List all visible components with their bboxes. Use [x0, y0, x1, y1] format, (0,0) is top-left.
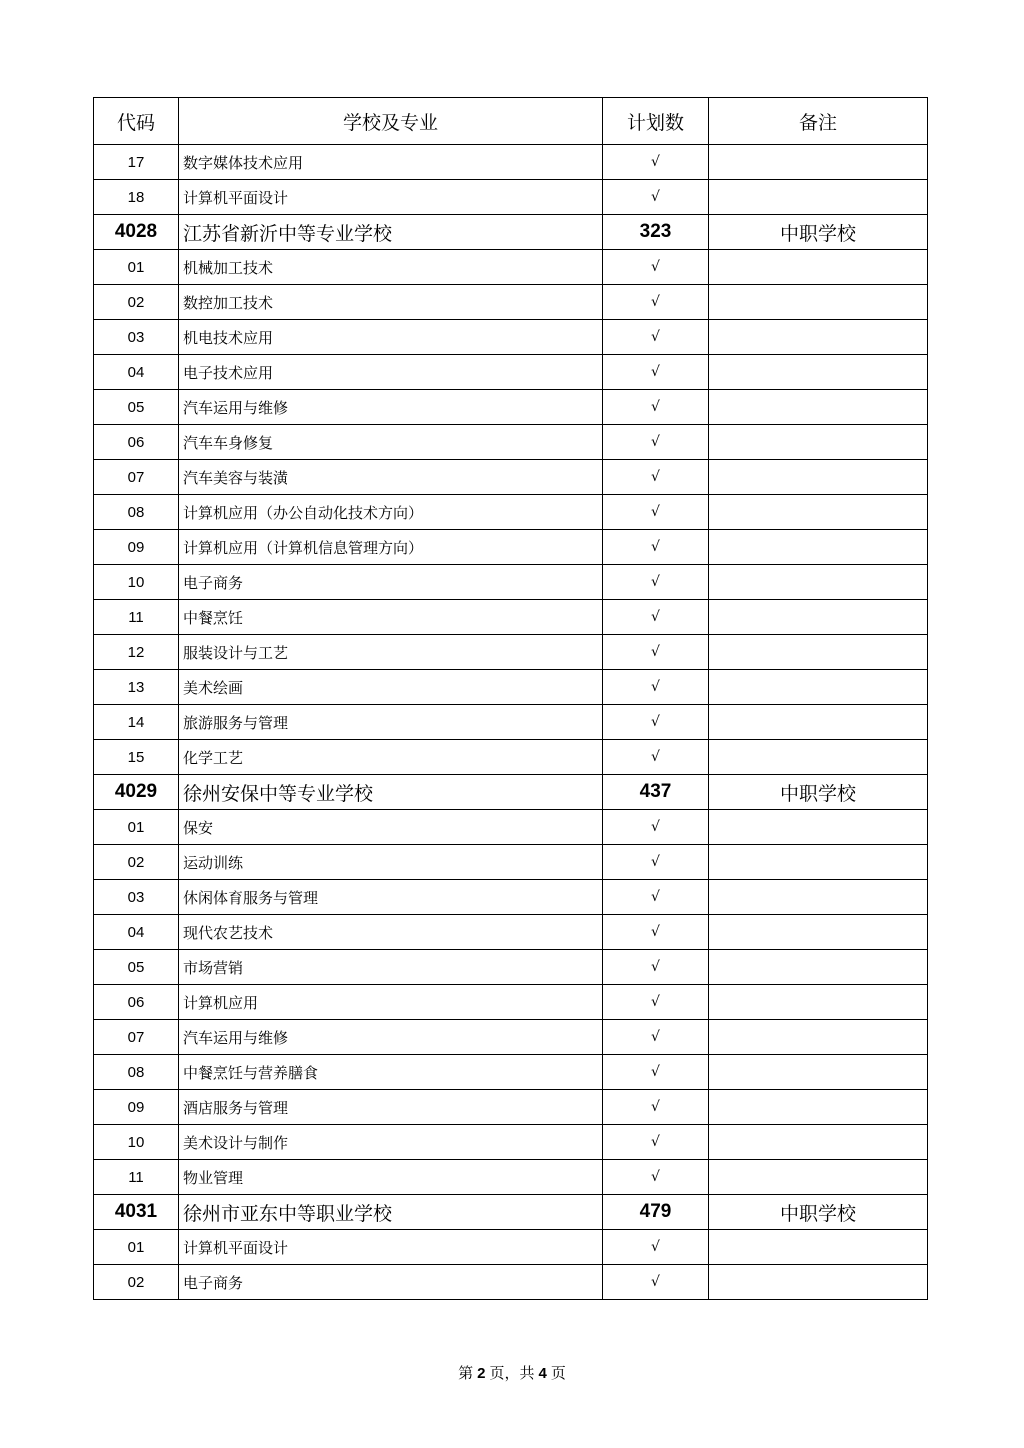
- major-row: [94, 740, 928, 775]
- plan-cell: 479: [603, 1195, 709, 1230]
- major-row: [94, 880, 928, 915]
- plan-cell: √: [603, 1230, 709, 1265]
- page-footer: [0, 1362, 1024, 1383]
- plan-cell: √: [603, 600, 709, 635]
- code-cell: 09: [94, 530, 179, 565]
- name-cell: 休闲体育服务与管理: [179, 880, 603, 915]
- note-cell: 中职学校: [709, 1195, 928, 1230]
- plan-cell: √: [603, 390, 709, 425]
- name-cell: 汽车车身修复: [179, 425, 603, 460]
- header-note: 备注: [709, 98, 928, 145]
- major-row: [94, 985, 928, 1020]
- code-cell: 02: [94, 285, 179, 320]
- note-cell: 中职学校: [709, 775, 928, 810]
- plan-cell: √: [603, 355, 709, 390]
- name-cell: 旅游服务与管理: [179, 705, 603, 740]
- code-cell: 12: [94, 635, 179, 670]
- note-cell: [709, 530, 928, 565]
- plan-cell: √: [603, 145, 709, 180]
- plan-cell: √: [603, 320, 709, 355]
- major-row: [94, 600, 928, 635]
- school-row: [94, 1195, 928, 1230]
- name-cell: 计算机应用（办公自动化技术方向）: [179, 495, 603, 530]
- name-cell: 汽车运用与维修: [179, 1020, 603, 1055]
- name-cell: 化学工艺: [179, 740, 603, 775]
- code-cell: 4031: [94, 1195, 179, 1230]
- plan-cell: 437: [603, 775, 709, 810]
- footer-total-pages: 4: [538, 1365, 547, 1382]
- major-row: [94, 425, 928, 460]
- major-row: [94, 530, 928, 565]
- major-row: [94, 460, 928, 495]
- footer-prefix: 第: [458, 1364, 474, 1382]
- note-cell: [709, 740, 928, 775]
- code-cell: 14: [94, 705, 179, 740]
- name-cell: 保安: [179, 810, 603, 845]
- plan-cell: √: [603, 740, 709, 775]
- major-row: [94, 1160, 928, 1195]
- major-row: [94, 565, 928, 600]
- note-cell: [709, 390, 928, 425]
- name-cell: 数字媒体技术应用: [179, 145, 603, 180]
- plan-cell: √: [603, 565, 709, 600]
- name-cell: 电子技术应用: [179, 355, 603, 390]
- major-row: [94, 1090, 928, 1125]
- note-cell: [709, 880, 928, 915]
- major-row: [94, 390, 928, 425]
- name-cell: 计算机平面设计: [179, 180, 603, 215]
- name-cell: 市场营销: [179, 950, 603, 985]
- major-row: [94, 1020, 928, 1055]
- major-row: [94, 670, 928, 705]
- code-cell: 08: [94, 1055, 179, 1090]
- note-cell: [709, 495, 928, 530]
- code-cell: 01: [94, 250, 179, 285]
- major-row: [94, 810, 928, 845]
- table-body: [94, 145, 928, 1300]
- note-cell: [709, 705, 928, 740]
- code-cell: 07: [94, 1020, 179, 1055]
- name-cell: 汽车美容与装潢: [179, 460, 603, 495]
- school-row: [94, 775, 928, 810]
- name-cell: 计算机应用: [179, 985, 603, 1020]
- note-cell: [709, 950, 928, 985]
- code-cell: 15: [94, 740, 179, 775]
- name-cell: 电子商务: [179, 1265, 603, 1300]
- header-plan: 计划数: [603, 98, 709, 145]
- footer-suffix: 页: [550, 1364, 566, 1382]
- major-row: [94, 285, 928, 320]
- name-cell: 徐州市亚东中等职业学校: [179, 1195, 603, 1230]
- plan-cell: √: [603, 530, 709, 565]
- name-cell: 中餐烹饪: [179, 600, 603, 635]
- code-cell: 04: [94, 915, 179, 950]
- name-cell: 电子商务: [179, 565, 603, 600]
- plan-cell: √: [603, 1055, 709, 1090]
- plan-cell: √: [603, 460, 709, 495]
- name-cell: 机械加工技术: [179, 250, 603, 285]
- code-cell: 01: [94, 1230, 179, 1265]
- note-cell: [709, 1160, 928, 1195]
- plan-cell: √: [603, 670, 709, 705]
- major-row: [94, 180, 928, 215]
- major-row: [94, 250, 928, 285]
- note-cell: [709, 180, 928, 215]
- major-row: [94, 145, 928, 180]
- code-cell: 03: [94, 320, 179, 355]
- major-row: [94, 320, 928, 355]
- plan-cell: √: [603, 180, 709, 215]
- note-cell: [709, 600, 928, 635]
- major-row: [94, 635, 928, 670]
- major-row: [94, 1230, 928, 1265]
- name-cell: 计算机应用（计算机信息管理方向）: [179, 530, 603, 565]
- code-cell: 07: [94, 460, 179, 495]
- name-cell: 汽车运用与维修: [179, 390, 603, 425]
- name-cell: 数控加工技术: [179, 285, 603, 320]
- name-cell: 美术设计与制作: [179, 1125, 603, 1160]
- plan-cell: √: [603, 705, 709, 740]
- plan-cell: √: [603, 425, 709, 460]
- note-cell: [709, 320, 928, 355]
- note-cell: [709, 285, 928, 320]
- note-cell: [709, 460, 928, 495]
- note-cell: [709, 915, 928, 950]
- plan-cell: √: [603, 1090, 709, 1125]
- name-cell: 江苏省新沂中等专业学校: [179, 215, 603, 250]
- code-cell: 11: [94, 1160, 179, 1195]
- code-cell: 18: [94, 180, 179, 215]
- name-cell: 中餐烹饪与营养膳食: [179, 1055, 603, 1090]
- note-cell: [709, 250, 928, 285]
- code-cell: 02: [94, 845, 179, 880]
- code-cell: 4029: [94, 775, 179, 810]
- name-cell: 机电技术应用: [179, 320, 603, 355]
- code-cell: 01: [94, 810, 179, 845]
- plan-cell: √: [603, 1265, 709, 1300]
- footer-page-number: 2: [477, 1365, 486, 1382]
- code-cell: 04: [94, 355, 179, 390]
- major-row: [94, 495, 928, 530]
- footer-middle: 页，共: [489, 1364, 535, 1382]
- major-row: [94, 355, 928, 390]
- name-cell: 现代农艺技术: [179, 915, 603, 950]
- note-cell: 中职学校: [709, 215, 928, 250]
- note-cell: [709, 355, 928, 390]
- plan-cell: √: [603, 1020, 709, 1055]
- code-cell: 06: [94, 425, 179, 460]
- note-cell: [709, 670, 928, 705]
- plan-cell: √: [603, 285, 709, 320]
- plan-cell: √: [603, 880, 709, 915]
- major-row: [94, 1125, 928, 1160]
- header-code: 代码: [94, 98, 179, 145]
- note-cell: [709, 1230, 928, 1265]
- note-cell: [709, 985, 928, 1020]
- code-cell: 05: [94, 950, 179, 985]
- name-cell: 徐州安保中等专业学校: [179, 775, 603, 810]
- note-cell: [709, 1125, 928, 1160]
- name-cell: 物业管理: [179, 1160, 603, 1195]
- code-cell: 02: [94, 1265, 179, 1300]
- code-cell: 09: [94, 1090, 179, 1125]
- plan-cell: √: [603, 915, 709, 950]
- code-cell: 06: [94, 985, 179, 1020]
- code-cell: 11: [94, 600, 179, 635]
- major-row: [94, 950, 928, 985]
- note-cell: [709, 1055, 928, 1090]
- plan-cell: √: [603, 810, 709, 845]
- plan-cell: √: [603, 1125, 709, 1160]
- header-school: 学校及专业: [179, 98, 603, 145]
- note-cell: [709, 1265, 928, 1300]
- name-cell: 美术绘画: [179, 670, 603, 705]
- note-cell: [709, 1090, 928, 1125]
- code-cell: 03: [94, 880, 179, 915]
- major-row: [94, 1055, 928, 1090]
- plan-cell: √: [603, 250, 709, 285]
- name-cell: 酒店服务与管理: [179, 1090, 603, 1125]
- note-cell: [709, 425, 928, 460]
- plan-cell: √: [603, 495, 709, 530]
- table-header-row: [94, 98, 928, 145]
- major-row: [94, 845, 928, 880]
- note-cell: [709, 565, 928, 600]
- plan-cell: 323: [603, 215, 709, 250]
- name-cell: 计算机平面设计: [179, 1230, 603, 1265]
- major-row: [94, 1265, 928, 1300]
- code-cell: 4028: [94, 215, 179, 250]
- plan-cell: √: [603, 1160, 709, 1195]
- plan-cell: √: [603, 845, 709, 880]
- enrollment-plan-table: [93, 97, 928, 1300]
- code-cell: 13: [94, 670, 179, 705]
- school-row: [94, 215, 928, 250]
- note-cell: [709, 1020, 928, 1055]
- major-row: [94, 705, 928, 740]
- plan-cell: √: [603, 985, 709, 1020]
- code-cell: 05: [94, 390, 179, 425]
- note-cell: [709, 145, 928, 180]
- name-cell: 运动训练: [179, 845, 603, 880]
- code-cell: 17: [94, 145, 179, 180]
- code-cell: 10: [94, 1125, 179, 1160]
- plan-cell: √: [603, 950, 709, 985]
- plan-cell: √: [603, 635, 709, 670]
- code-cell: 10: [94, 565, 179, 600]
- name-cell: 服装设计与工艺: [179, 635, 603, 670]
- note-cell: [709, 810, 928, 845]
- code-cell: 08: [94, 495, 179, 530]
- note-cell: [709, 635, 928, 670]
- note-cell: [709, 845, 928, 880]
- major-row: [94, 915, 928, 950]
